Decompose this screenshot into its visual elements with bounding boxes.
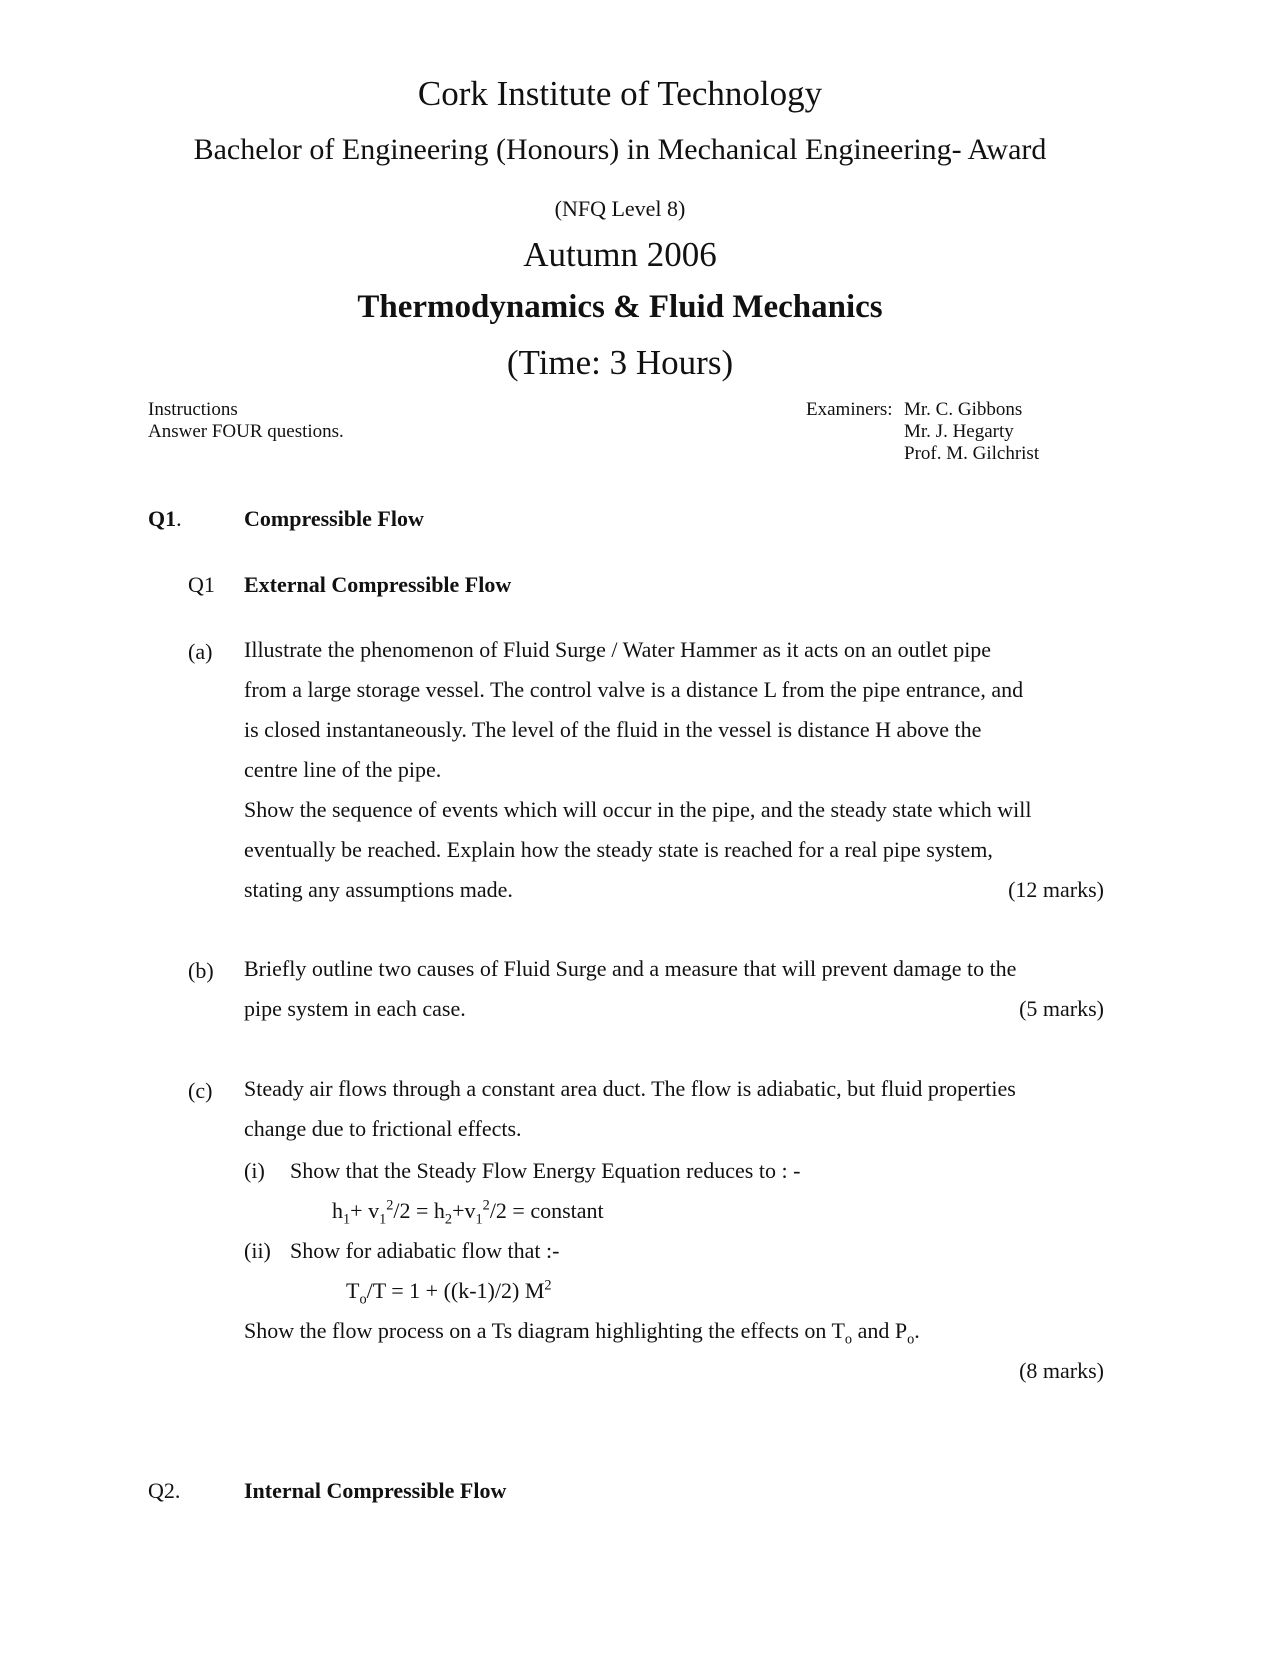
instructions-block xyxy=(148,399,344,443)
text-line: stating any assumptions made. xyxy=(244,877,513,902)
subject-title: Thermodynamics & Fluid Mechanics xyxy=(357,289,883,325)
q1-sub-title: External Compressible Flow xyxy=(244,572,512,597)
examiners-list xyxy=(904,399,1039,465)
institution-name: Cork Institute of Technology xyxy=(417,74,823,113)
text-line: Steady air flows through a constant area duct. The flow is adiabatic, but fluid properties xyxy=(244,1076,1016,1101)
instructions-title: Instructions xyxy=(148,399,238,420)
part-a-label: (a) xyxy=(188,639,213,664)
text-line: is closed instantaneously. The level of the fluid in the vessel is distance H above the xyxy=(244,717,982,742)
marks: (12 marks) xyxy=(1008,877,1104,902)
text-line: Illustrate the phenomenon of Fluid Surge / Water Hammer as it acts on an outlet pipe xyxy=(244,637,992,662)
examiners-label: Examiners: xyxy=(806,399,893,420)
part-c-text xyxy=(244,1069,1104,1149)
q1-number: Q1. xyxy=(148,506,182,531)
examiner-name: Mr. J. Hegarty xyxy=(904,421,1014,442)
temperature-equation: $T_o/T = 1 + ((k-1)/2)$ $M^2$ xyxy=(346,1277,552,1308)
subpart-i-text: Show that the Steady Flow Energy Equation reduces to : - xyxy=(290,1158,801,1183)
exam-session: Autumn 2006 xyxy=(523,235,717,274)
text-line: change due to frictional effects. xyxy=(244,1116,522,1141)
q1-title: Compressible Flow xyxy=(244,506,424,531)
part-a-text xyxy=(244,630,1104,910)
nfq-level: (NFQ Level 8) xyxy=(554,196,686,221)
examiner-name: Mr. C. Gibbons xyxy=(904,399,1023,420)
marks: (8 marks) xyxy=(1019,1358,1104,1383)
q1-sub-number: Q1 xyxy=(188,572,215,597)
part-b-text xyxy=(244,949,1104,1029)
subpart-ii-label: (ii) xyxy=(244,1238,271,1263)
text-line-with-marks xyxy=(244,870,1104,910)
text-line: centre line of the pipe. xyxy=(244,757,442,782)
examiner-name: Prof. M. Gilchrist xyxy=(904,443,1040,464)
subpart-i-label: (i) xyxy=(244,1158,265,1183)
part-c-label: (c) xyxy=(188,1078,213,1103)
q2-title: Internal Compressible Flow xyxy=(244,1478,507,1503)
ts-diagram-instruction: Show the flow process on a Ts diagram highlighting the effects on $T_o$ and $P_o$. xyxy=(244,1318,920,1348)
text-line-with-marks xyxy=(244,989,1104,1029)
subpart-ii-text: Show for adiabatic flow that :- xyxy=(290,1238,560,1263)
text-line: eventually be reached. Explain how the steady state is reached for a real pipe system, xyxy=(244,837,993,862)
text-line: Show the sequence of events which will occur in the pipe, and the steady state which will xyxy=(244,797,1032,822)
q2-number: Q2. xyxy=(148,1478,181,1503)
part-b-label: (b) xyxy=(188,958,214,983)
text-line: pipe system in each case. xyxy=(244,996,466,1021)
instructions-text: Answer FOUR questions. xyxy=(148,421,344,442)
marks: (5 marks) xyxy=(1019,996,1104,1021)
energy-equation: $h_1+ v_1^2/2 = h_2+v_1^2/2$ = constant xyxy=(332,1197,604,1228)
text-line: Briefly outline two causes of Fluid Surge and a measure that will prevent damage to the xyxy=(244,956,1017,981)
text-line: from a large storage vessel. The control valve is a distance L from the pipe entrance, and xyxy=(244,677,1024,702)
exam-duration: (Time: 3 Hours) xyxy=(506,343,734,382)
degree-title: Bachelor of Engineering (Honours) in Mechanical Engineering- Award xyxy=(193,133,1047,166)
